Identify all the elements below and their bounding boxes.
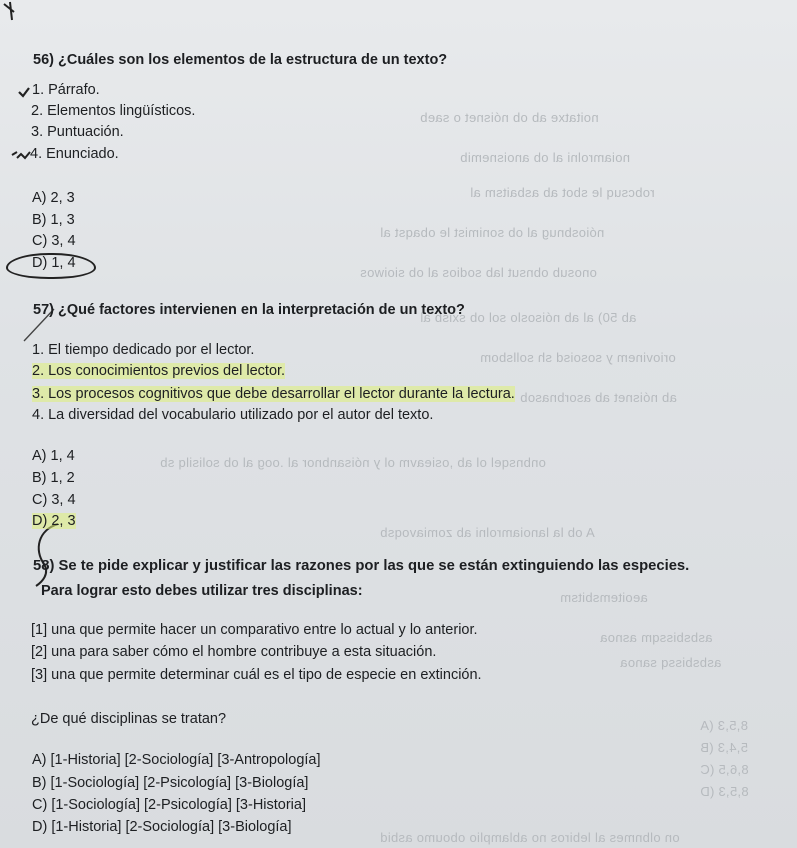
question-58-item-2: [2] una para saber cómo el hombre contribuye a esta situación. [31, 644, 437, 660]
question-58-item-1: [1] una que permite hacer un comparativo entre lo actual y lo anterior. [31, 622, 478, 638]
question-57-item-1: 1. El tiempo dedicado por el lector. [32, 342, 255, 358]
question-58-question: ¿De qué disciplinas se tratan? [31, 711, 227, 727]
question-56-answer-circle [6, 253, 96, 279]
question-58-title: 58) Se te pide explicar y justificar las razones por las que se están extinguiendo las especies. [33, 558, 690, 574]
question-57-option-b: B) 1, 2 [32, 470, 75, 486]
question-56-item-2: 2. Elementos lingüísticos. [31, 103, 196, 119]
question-57-option-c: C) 3, 4 [32, 492, 76, 508]
question-56-option-b: B) 1, 3 [32, 212, 75, 228]
question-57-item-3: 3. Los procesos cognitivos que debe desarrollar el lector durante la lectura. [32, 386, 515, 402]
question-58-option-c: C) [1-Sociología] [2-Psicología] [3-Historia] [32, 797, 306, 813]
question-56-option-c: C) 3, 4 [32, 233, 76, 249]
question-58-option-a: A) [1-Historia] [2-Sociología] [3-Antropología] [32, 752, 321, 768]
question-57-option-a: A) 1, 4 [32, 448, 75, 464]
question-58-option-d: D) [1-Historia] [2-Sociología] [3-Biología] [32, 819, 292, 835]
question-56-item-1: 1. Párrafo. [32, 82, 100, 98]
question-58-subtitle: Para lograr esto debes utilizar tres disciplinas: [41, 583, 363, 599]
question-56-title: 56) ¿Cuáles son los elementos de la estructura de un texto? [33, 52, 448, 68]
question-57-item-4: 4. La diversidad del vocabulario utilizado por el autor del texto. [32, 407, 434, 423]
question-56-option-d: D) 1, 4 [32, 255, 76, 271]
question-58-item-3: [3] una que permite determinar cuál es el tipo de especie en extinción. [31, 667, 482, 683]
question-57-option-d: D) 2, 3 [32, 513, 76, 529]
question-58-option-b: B) [1-Sociología] [2-Psicología] [3-Biología] [32, 775, 309, 791]
question-57-item-2: 2. Los conocimientos previos del lector. [32, 363, 286, 379]
pen-bracket-q58 [28, 520, 68, 590]
question-56-item-3: 3. Puntuación. [31, 124, 124, 140]
question-56-item-4: 4. Enunciado. [30, 146, 119, 162]
question-56-option-a: A) 2, 3 [32, 190, 75, 206]
pen-tick-q56-item1 [17, 86, 31, 98]
pen-mark-corner [0, 0, 40, 30]
question-57-title: 57) ¿Qué factores intervienen en la interpretación de un texto? [33, 302, 465, 318]
